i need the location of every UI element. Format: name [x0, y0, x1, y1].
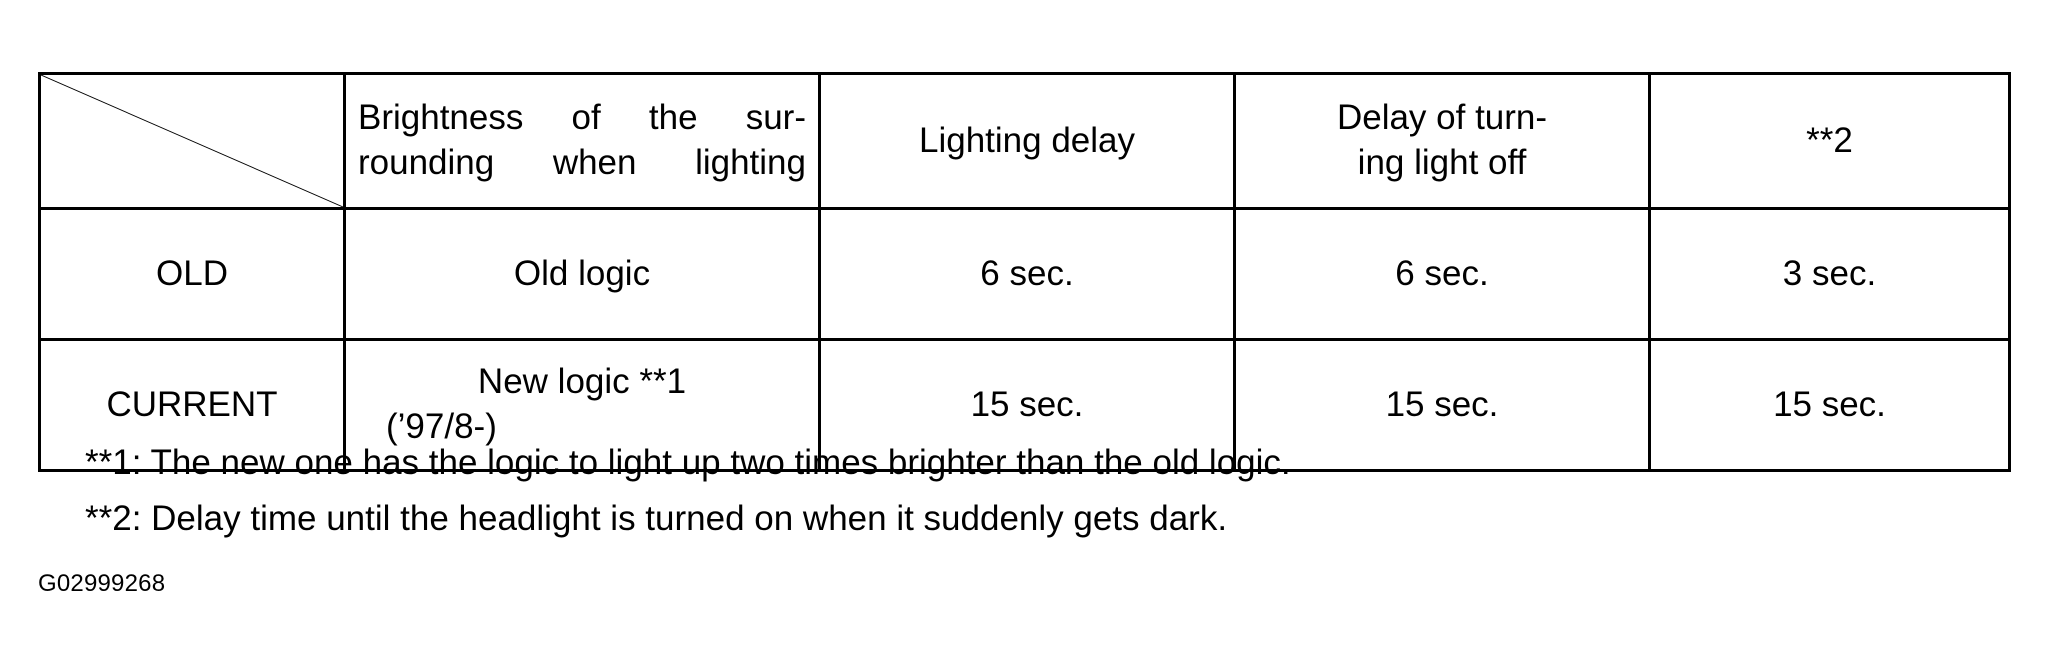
column-header-star2: **2	[1650, 74, 2010, 209]
cell-old-star2: 3 sec.	[1650, 209, 2010, 340]
footnotes	[85, 440, 1985, 551]
cell-current-turn-off-delay: 15 sec.	[1235, 340, 1650, 471]
column-header-turn-off-delay	[1235, 74, 1650, 209]
cell-current-star2: 15 sec.	[1650, 340, 2010, 471]
column-header-turn-off-line1: Delay of turn-	[1336, 98, 1548, 138]
cell-current-logic-line2: (’97/8-)	[386, 407, 497, 446]
column-header-lighting-delay: Lighting delay	[820, 74, 1235, 209]
cell-old-logic: Old logic	[345, 209, 820, 340]
column-header-brightness-line2: rounding when lighting	[358, 143, 806, 182]
column-header-brightness	[345, 74, 820, 209]
headlight-logic-table	[38, 72, 2011, 472]
table-header-row	[40, 74, 2010, 209]
row-label-current: CURRENT	[40, 340, 345, 471]
row-label-old: OLD	[40, 209, 345, 340]
column-header-brightness-line1: Brightness of the sur-	[358, 98, 806, 138]
footnote-2: **2: Delay time until the headlight is turned on when it suddenly gets dark.	[85, 498, 1228, 538]
column-header-turn-off-line2: ing light off	[1357, 143, 1527, 182]
cell-old-turn-off-delay: 6 sec.	[1235, 209, 1650, 340]
cell-old-lighting-delay: 6 sec.	[820, 209, 1235, 340]
table-corner-cell	[40, 74, 345, 209]
footnote-1: **1: The new one has the logic to light up two times brighter than the old logic.	[85, 443, 1291, 482]
figure-code: G02999268	[38, 570, 166, 597]
cell-current-lighting-delay: 15 sec.	[820, 340, 1235, 471]
diagonal-line-icon	[41, 75, 343, 207]
cell-current-logic-line1: New logic **1	[477, 362, 687, 402]
table-row	[40, 209, 2010, 340]
